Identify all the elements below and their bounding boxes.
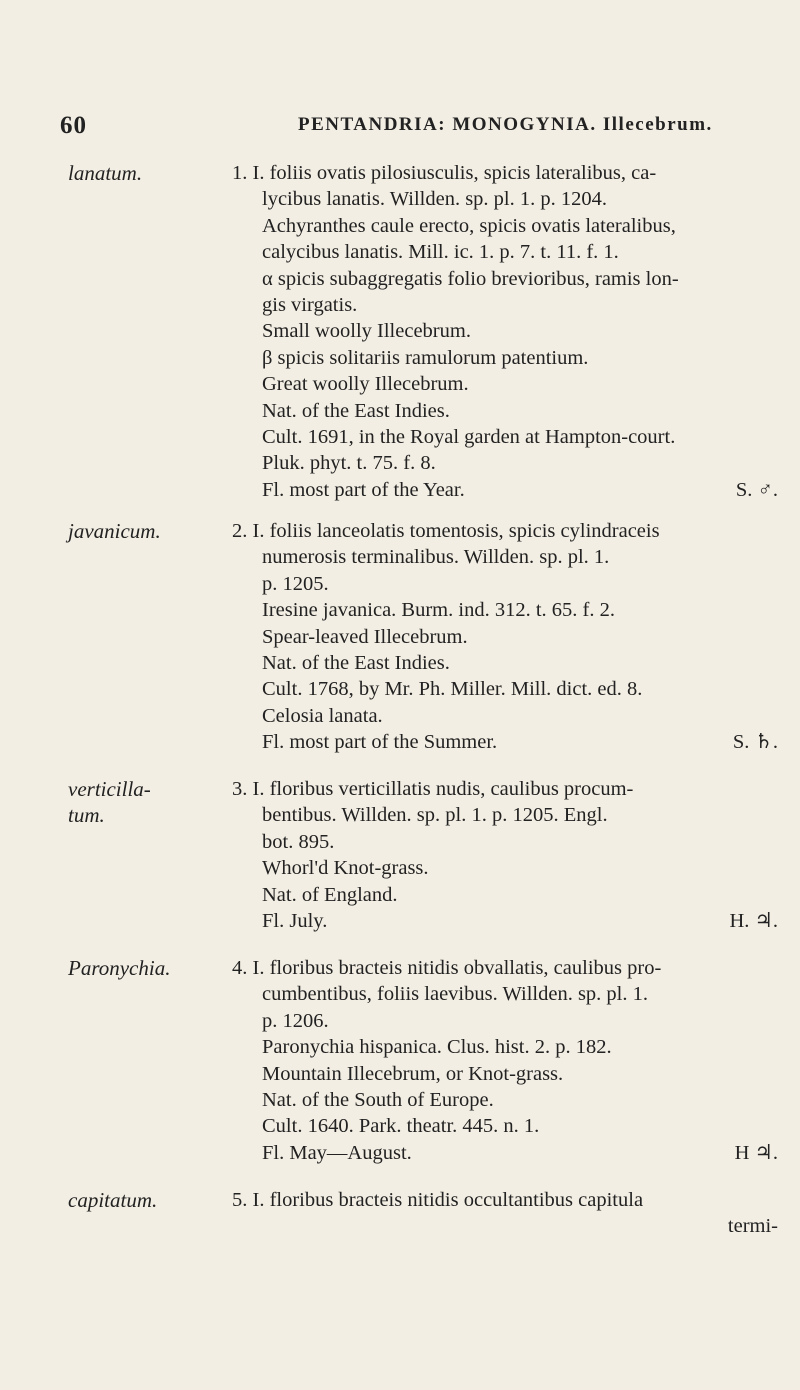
flowering-line bbox=[232, 1140, 784, 1166]
page-header bbox=[0, 112, 800, 146]
text-line: Achyranthes caule erecto, spicis ovatis lateralibus, bbox=[262, 214, 676, 237]
text-line: 2. I. foliis lanceolatis tomentosis, spicis cylindraceis bbox=[232, 520, 660, 542]
text-line: Spear-leaved Illecebrum. bbox=[262, 625, 468, 648]
text-line: Great woolly Illecebrum. bbox=[262, 373, 469, 396]
text-line: Celosia lanata. bbox=[262, 704, 383, 727]
flowering-line bbox=[232, 477, 784, 503]
page-number: 60 bbox=[60, 112, 87, 139]
margin-species-name: Paronychia. bbox=[68, 956, 171, 980]
entry-text bbox=[232, 1187, 784, 1240]
text-line: Nat. of the South of Europe. bbox=[262, 1088, 494, 1111]
text-line: 4. I. floribus bracteis nitidis obvallatis, caulibus pro- bbox=[232, 957, 662, 979]
text-line: β spicis solitariis ramulorum patentium. bbox=[262, 346, 589, 369]
entry-text bbox=[232, 518, 784, 756]
text-line: Nat. of England. bbox=[262, 883, 398, 906]
margin-species-name bbox=[68, 776, 208, 828]
text-line: Cult. 1640. Park. theatr. 445. n. 1. bbox=[262, 1115, 540, 1138]
flowering-time: Fl. May—August. bbox=[262, 1141, 412, 1164]
text-line: 5. I. floribus bracteis nitidis occultantibus capitula bbox=[232, 1189, 644, 1211]
text-line: Cult. 1768, by Mr. Ph. Miller. Mill. dict. ed. 8. bbox=[262, 678, 643, 701]
margin-name-line: verticilla- bbox=[68, 777, 151, 801]
text-line: 3. I. floribus verticillatis nudis, caulibus procum- bbox=[232, 778, 634, 800]
habit-symbol: S. ♄. bbox=[732, 731, 778, 754]
text-line: gis virgatis. bbox=[262, 293, 358, 316]
running-head: PENTANDRIA: MONOGYNIA. Illecebrum. bbox=[298, 114, 713, 135]
text-line: Whorl'd Knot-grass. bbox=[262, 857, 429, 880]
text-line: bot. 895. bbox=[262, 830, 335, 853]
text-line: Small woolly Illecebrum. bbox=[262, 320, 471, 343]
habit-symbol: H ♃. bbox=[734, 1141, 778, 1164]
text-line: α spicis subaggregatis folio brevioribus, ramis lon- bbox=[262, 267, 679, 290]
text-line: Nat. of the East Indies. bbox=[262, 651, 450, 674]
text-line: cumbentibus, foliis laevibus. Willden. sp. pl. 1. bbox=[262, 983, 648, 1006]
flowering-time: Fl. most part of the Year. bbox=[262, 478, 465, 501]
text-line: lycibus lanatis. Willden. sp. pl. 1. p. 1204. bbox=[262, 188, 607, 211]
entry-text bbox=[232, 776, 784, 934]
text-line: p. 1205. bbox=[262, 572, 329, 595]
entry-text bbox=[232, 160, 784, 503]
margin-name-line: tum. bbox=[68, 803, 105, 827]
text-line: 1. I. foliis ovatis pilosiusculis, spicis lateralibus, ca- bbox=[232, 162, 657, 184]
margin-species-name: lanatum. bbox=[68, 161, 143, 185]
text-line: Paronychia hispanica. Clus. hist. 2. p. 182. bbox=[262, 1036, 612, 1059]
catchword: termi- bbox=[727, 1215, 778, 1238]
entry-text bbox=[232, 955, 784, 1166]
text-line: p. 1206. bbox=[262, 1009, 329, 1032]
text-line: Nat. of the East Indies. bbox=[262, 399, 450, 422]
text-line: Mountain Illecebrum, or Knot-grass. bbox=[262, 1062, 564, 1085]
habit-symbol: H. ♃. bbox=[729, 909, 778, 932]
text-line: Cult. 1691, in the Royal garden at Hampton-court. bbox=[262, 425, 676, 448]
flowering-time: Fl. most part of the Summer. bbox=[262, 731, 498, 754]
margin-species-name: javanicum. bbox=[68, 519, 161, 543]
text-line: bentibus. Willden. sp. pl. 1. p. 1205. Engl. bbox=[262, 804, 608, 827]
text-line: calycibus lanatis. Mill. ic. 1. p. 7. t. 11. f. 1. bbox=[262, 241, 619, 264]
flowering-time: Fl. July. bbox=[262, 909, 328, 932]
text-line: numerosis terminalibus. Willden. sp. pl. 1. bbox=[262, 546, 610, 569]
text-line: Pluk. phyt. t. 75. f. 8. bbox=[262, 452, 436, 475]
habit-symbol: S. ♂. bbox=[735, 478, 778, 501]
margin-species-name: capitatum. bbox=[68, 1188, 158, 1212]
flowering-line bbox=[232, 729, 784, 755]
text-line: Iresine javanica. Burm. ind. 312. t. 65. f. 2. bbox=[262, 599, 615, 622]
flowering-line bbox=[232, 908, 784, 934]
